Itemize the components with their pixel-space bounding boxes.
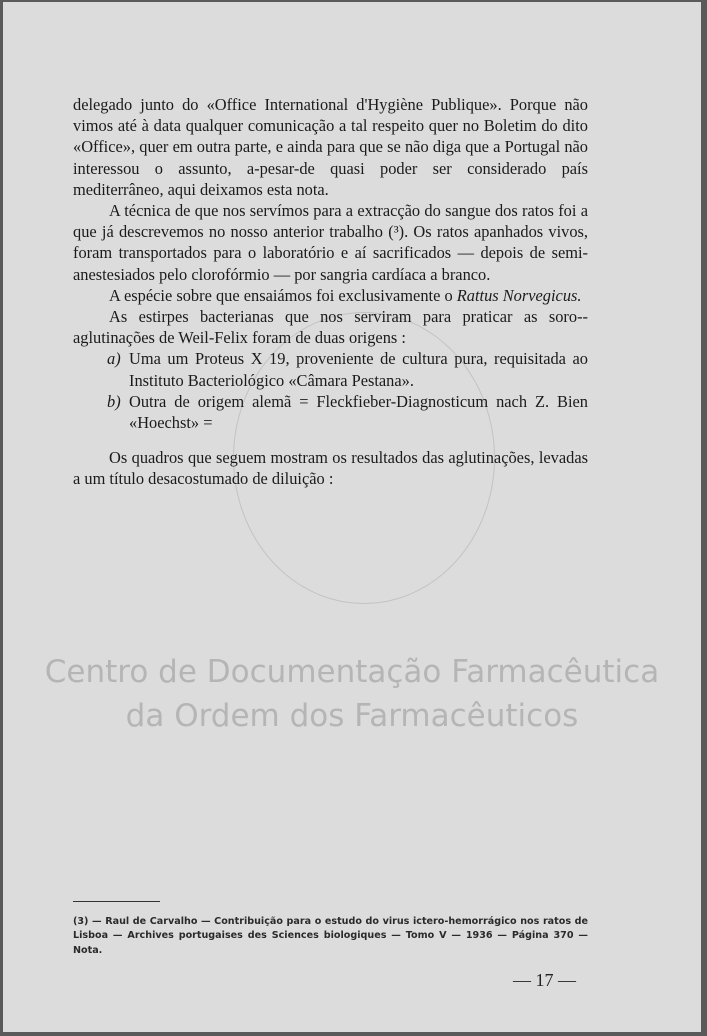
watermark-line-1: Centro de Documentação Farmacêutica <box>44 654 660 690</box>
paragraph-3 <box>73 285 588 306</box>
species-name: Rattus Norvegicus. <box>456 285 582 305</box>
paragraph-5: Os quadros que seguem mostram os resultados das aglutinações, levadas a um título desacostumado de diluição : <box>73 448 588 489</box>
watermark-line-2: da Ordem dos Farmacêuticos <box>125 698 579 734</box>
list-marker-a: a) <box>107 349 121 369</box>
document-page <box>3 2 701 1032</box>
paragraph-2: A técnica de que nos servímos para a extracção do sangue dos ratos foi a que já descrevemos no nosso anterior trabalho (³). Os ratos apanhados vivos, foram transportados para o laboratório e aí sacrificados — depois de semi-anestesiados pelo clorofórmio — por sangria cardíaca a branco. <box>73 201 588 284</box>
page-number: — 17 — <box>513 970 576 990</box>
paragraph-3-text: A espécie sobre que ensaiámos foi exclusivamente o <box>109 285 453 305</box>
list-marker-b: b) <box>107 391 121 411</box>
list-item-a <box>73 348 588 390</box>
body-text <box>73 94 588 490</box>
footnote: (3) — Raul de Carvalho — Contribuição para o estudo do virus ictero-hemorrágico nos ratos de Lisboa — Archives portugaises des Sciences biologiques — Tomo V — 1936 — Página 370 — Nota. <box>73 916 588 956</box>
list-item-b-text: Outra de origem alemã = Fleckfieber-Diagnosticum nach Z. Bien «Hoechst» = <box>129 391 588 433</box>
footnote-divider <box>73 901 160 902</box>
list-item-a-text: Uma um Proteus X 19, proveniente de cultura pura, requisitada ao Instituto Bacteriológico «Câmara Pestana». <box>129 349 588 390</box>
paragraph-4: As estirpes bacterianas que nos serviram para praticar as soro--aglutinações de Weil-Felix foram de duas origens : <box>73 307 588 348</box>
list-item-b <box>73 391 588 433</box>
paragraph-1: delegado junto do «Office International d'Hygiène Publique». Porque não vimos até à data qualquer comunicação a tal respeito quer no Boletim do dito «Office», quer em outra parte, e ainda para que se não diga que a Portugal não interessou o assunto, a-pesar-de quasi poder ser considerado país mediterrâneo, aqui deixamos esta nota. <box>73 95 588 199</box>
